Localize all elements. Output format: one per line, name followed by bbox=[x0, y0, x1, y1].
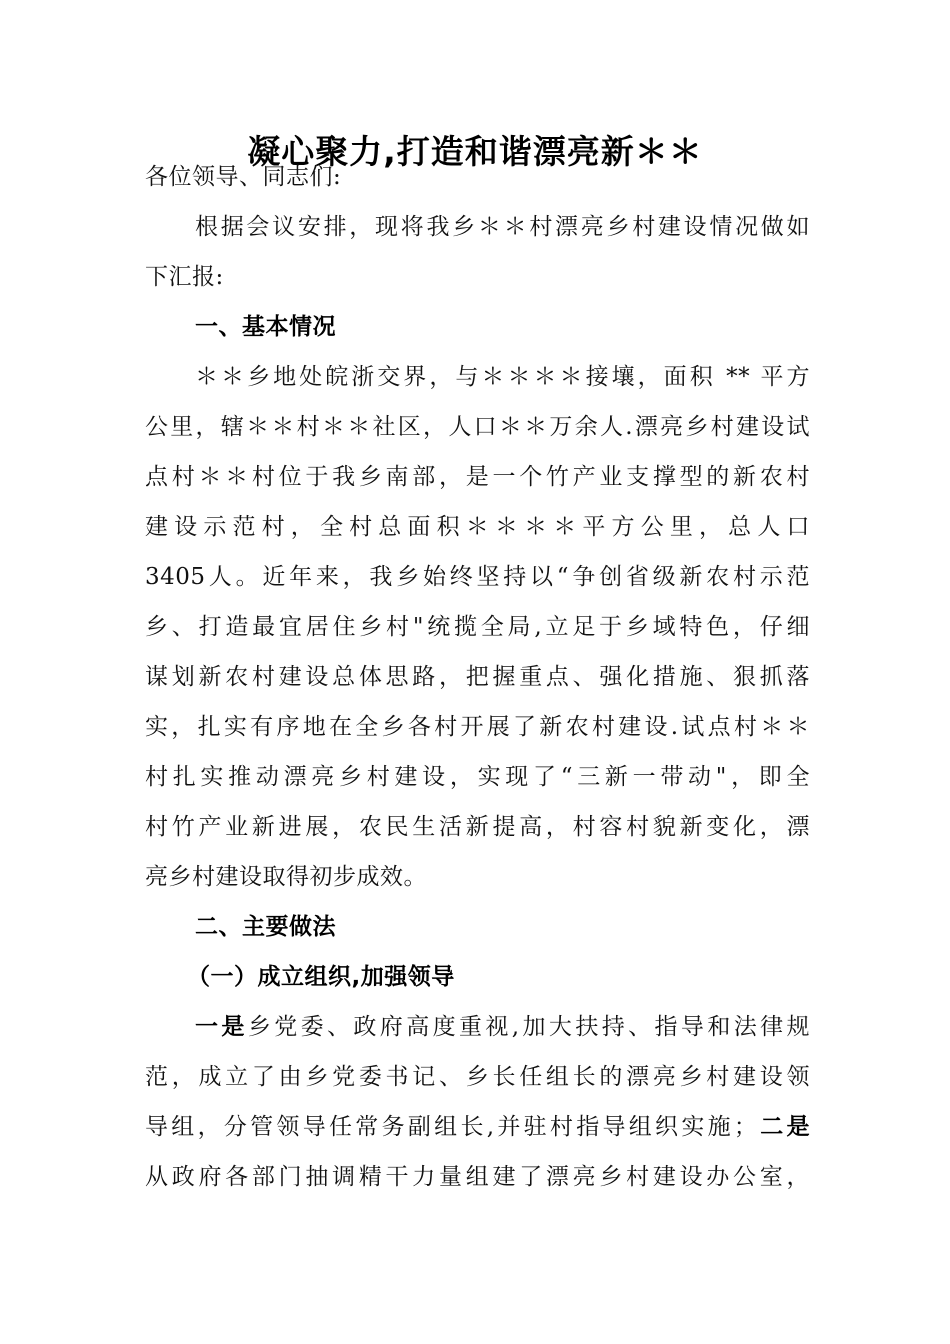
section-heading-main-practices: 二、主要做法 bbox=[195, 914, 336, 940]
paragraph-line: 公里，辖＊＊村＊＊社区，人口＊＊万余人.漂亮乡村建设试 bbox=[145, 414, 810, 440]
paragraph-line: 亮乡村建设取得初步成效。 bbox=[145, 864, 427, 890]
paragraph-line: 点村＊＊村位于我乡南部，是一个竹产业支撑型的新农村 bbox=[145, 464, 810, 490]
paragraph-line: 谋划新农村建设总体思路，把握重点、强化措施、狠抓落 bbox=[145, 664, 810, 690]
paragraph-text: 导组，分管领导任常务副组长,并驻村指导组织实施； bbox=[145, 1114, 758, 1140]
paragraph-line: ＊＊乡地处皖浙交界，与＊＊＊＊接壤，面积 ** 平方 bbox=[195, 364, 810, 390]
paragraph-line: 范，成立了由乡党委书记、乡长任组长的漂亮乡村建设领 bbox=[145, 1064, 810, 1090]
section-heading-basic-situation: 一、基本情况 bbox=[195, 314, 336, 340]
paragraph-line: 实，扎实有序地在全乡各村开展了新农村建设.试点村＊＊ bbox=[145, 714, 810, 740]
lead-marker: 二是 bbox=[757, 1114, 810, 1140]
paragraph-line: 3405人。近年来，我乡始终坚持以“争创省级新农村示范 bbox=[145, 564, 810, 590]
intro-line-1: 根据会议安排，现将我乡＊＊村漂亮乡村建设情况做如 bbox=[195, 214, 810, 240]
intro-line-2: 下汇报: bbox=[145, 264, 224, 290]
paragraph-line: 村扎实推动漂亮乡村建设，实现了“三新一带动"，即全 bbox=[145, 764, 810, 790]
salutation: 各位领导、同志们: bbox=[145, 164, 342, 190]
paragraph-line: 从政府各部门抽调精干力量组建了漂亮乡村建设办公室， bbox=[145, 1164, 810, 1190]
lead-marker: 一是 bbox=[195, 1014, 248, 1040]
document-body bbox=[145, 152, 810, 1202]
paragraph-line bbox=[145, 1102, 810, 1152]
paragraph-line: 建设示范村，全村总面积＊＊＊＊平方公里，总人口 bbox=[145, 514, 810, 540]
paragraph-text: 乡党委、政府高度重视,加大扶持、指导和法律规 bbox=[247, 1014, 810, 1040]
subsection-heading: （一）成立组织,加强领导 bbox=[187, 964, 455, 990]
document-title: 凝心聚力,打造和谐漂亮新＊＊ bbox=[247, 132, 703, 171]
paragraph-line: 乡、打造最宜居住乡村"统揽全局,立足于乡域特色，仔细 bbox=[145, 614, 810, 640]
paragraph-line bbox=[145, 1002, 810, 1052]
paragraph-line: 村竹产业新进展，农民生活新提高，村容村貌新变化，漂 bbox=[145, 814, 810, 840]
